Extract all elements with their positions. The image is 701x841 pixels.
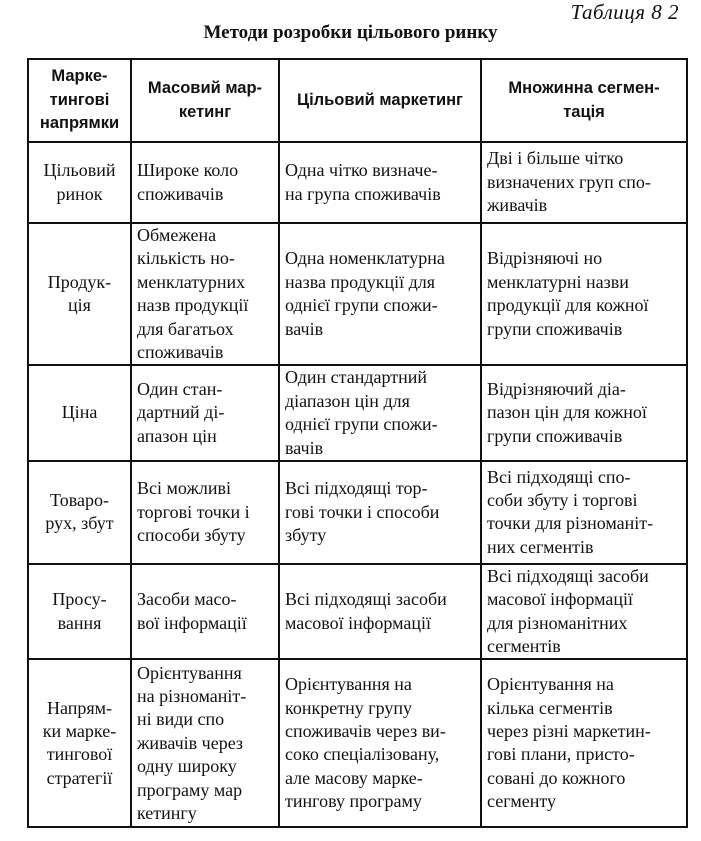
cell-target: Одна номенклатурна назва продукції для однієї групи спожи- вачів [279, 223, 481, 365]
cell-multi: Всі підходящі спо- соби збуту і торгові точки для різноманіт- них сегментів [481, 461, 687, 564]
table-row [28, 659, 687, 827]
table-row [28, 564, 687, 660]
table-row [28, 223, 687, 365]
table-row [28, 461, 687, 564]
cell-target: Одна чітко визначе- на група споживачів [279, 142, 481, 223]
row-label: Просу- вання [28, 564, 131, 660]
header-marketing-directions: Марке- тингові напрямки [28, 59, 131, 142]
row-label: Цільовий ринок [28, 142, 131, 223]
cell-mass: Всі можливі торгові точки і способи збуту [131, 461, 279, 564]
header-target-marketing: Цільовий маркетинг [279, 59, 481, 142]
cell-target: Один стандартний діапазон цін для однієї групи спожи- вачів [279, 365, 481, 461]
cell-multi: Відрізняючі но менклатурні назви продукції для кожної групи споживачів [481, 223, 687, 365]
row-label: Продук- ція [28, 223, 131, 365]
cell-multi: Всі підходящі засоби масової інформації для різноманітних сегментів [481, 564, 687, 660]
cell-mass: Засоби масо- вої інформації [131, 564, 279, 660]
row-label: Товаро- рух, збут [28, 461, 131, 564]
target-market-methods-table [27, 58, 688, 828]
table-title: Методи розробки цільового ринку [203, 22, 498, 43]
cell-mass: Широке коло споживачів [131, 142, 279, 223]
row-label: Ціна [28, 365, 131, 461]
cell-target: Орієнтування на конкретну групу споживачів через ви- соко спеціалізовану, але масову марке- тингову програму [279, 659, 481, 827]
cell-multi: Орієнтування на кілька сегментів через різні маркетин- гові плани, присто- совані до кожного сегменту [481, 659, 687, 827]
header-multi-segmentation: Множинна сегмен- тація [481, 59, 687, 142]
table-row [28, 142, 687, 223]
cell-target: Всі підходящі засоби масової інформації [279, 564, 481, 660]
cell-mass: Один стан- дартний ді- апазон цін [131, 365, 279, 461]
header-row [28, 59, 687, 142]
cell-multi: Дві і більше чітко визначених груп спо- живачів [481, 142, 687, 223]
cell-mass: Орієнтування на різноманіт- ні види спо живачів через одну широку програму мар кетингу [131, 659, 279, 827]
row-label: Напрям- ки марке- тингової стратегії [28, 659, 131, 827]
cell-multi: Відрізняючий діа- пазон цін для кожної групи споживачів [481, 365, 687, 461]
table-row [28, 365, 687, 461]
header-mass-marketing: Масовий мар- кетинг [131, 59, 279, 142]
cell-mass: Обмежена кількість но- менклатурних назв продукції для багатьох споживачів [131, 223, 279, 365]
table-number-label: Таблиця 8 2 [570, 0, 679, 24]
cell-target: Всі підходящі тор- гові точки і способи збуту [279, 461, 481, 564]
